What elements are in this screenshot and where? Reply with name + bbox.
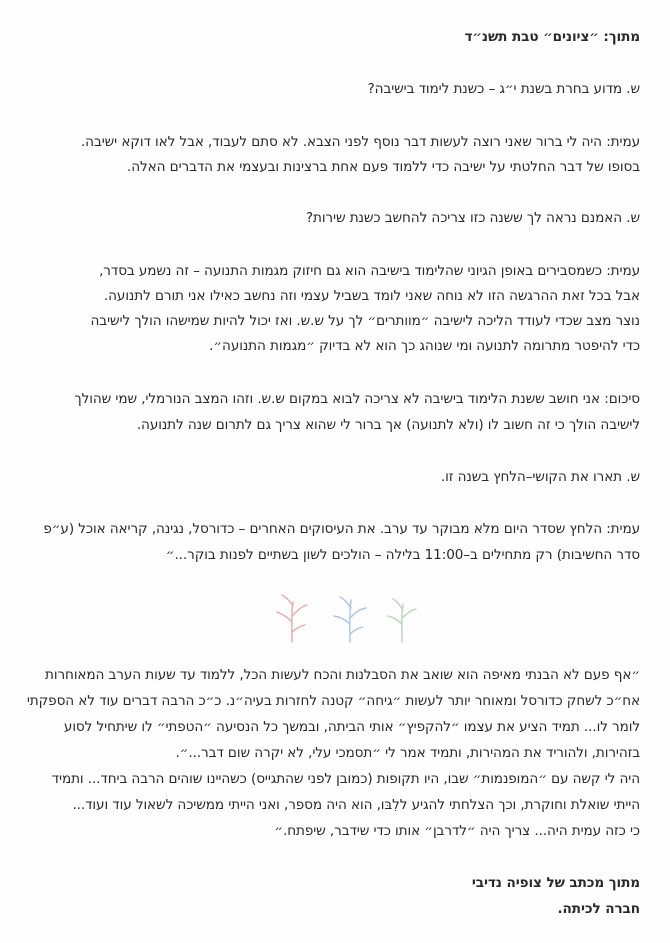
answer-2-line-2: אבל בכל זאת ההרגשה הזו לא נוחה שאני לומד בשביל עצמי וזה נחשב כאילו אני תורם לתנועה. xyxy=(103,288,640,304)
answer-2-line-1: עמית: כשמסבירים באופן הגיוני שהלימוד בישיבה הוא גם חיזוק מגמות התנועה – זה נשמע בסדר, xyxy=(99,263,640,279)
answer-2-line-3: נוצר מצב שכדי לעודד הליכה לישיבה ״מוותרים״ לך על ש.ש. ואז יכול להיות שמישהו הולך לישיבה xyxy=(90,313,640,329)
summary-line-1: סיכום: אני חושב ששנת הלימוד בישיבה לא צריכה לבוא במקום ש.ש. וזהו המצב הנורמלי, שמי שהולך xyxy=(74,391,640,407)
sprig-blue xyxy=(334,597,366,642)
question-2: ש. האמנם נראה לך ששנה כזו צריכה להחשב כשנת שירות? xyxy=(305,210,640,226)
decorative-sprigs-illustration xyxy=(262,588,422,644)
letter-line-1: ״אף פעם לא הבנתי מאיפה הוא שואב את הסבלנות והכח לעשות הכל, ללמוד עד שעות הערב המאוחרות xyxy=(45,667,640,683)
answer-3-line-1: עמית: הלחץ שסדר היום מלא מבוקר עד ערב. את העיסוקים האחרים – כדורסל, נגינה, קריאה אוכל (ע״פ xyxy=(43,521,640,537)
question-1: ש. מדוע בחרת בשנת י״ג – כשנת לימוד בישיבה? xyxy=(367,81,640,97)
answer-2-line-4: כדי להיפטר מתרומה לתנועה ומי שנוהג כך הוא לא בדיוק ״מגמות התנועה״. xyxy=(209,338,640,354)
letter-line-5: היה לי קשה עם ״המופנמות״ שבו, היו תקופות (כמובן לפני שהתגייס) כשהיינו שוהים הרבה ביחד... ותמיד xyxy=(51,771,640,787)
question-3: ש. תארו את הקושי–הלחץ בשנה זו. xyxy=(440,469,640,485)
source-heading: מתוך: ״ציונים״ טבת תשנ״ד xyxy=(464,29,640,45)
sprig-green xyxy=(388,599,416,642)
signature-line-1: מתוך מכתב של צופיה נדיבי xyxy=(471,875,640,891)
signature-line-2: חברה לכיתה. xyxy=(557,901,640,917)
letter-line-6: הייתי שואלת וחוקרת, וכך הצלחתי להגיע ללִבּו, הוא היה מספר, ואני הייתי ממשיכה לשאול עוד ועוד... xyxy=(72,797,640,813)
answer-3-line-2: סדר החשיבות) רק מתחילים ב–11:00 בלילה – הולכים לשון בשתיים לפנות בוקר...״ xyxy=(165,547,640,563)
letter-line-7: כי כזה עמית היה... צריך היה ״לדרבן״ אותו כדי שידבר, שיפתח.״ xyxy=(274,823,640,839)
summary-line-2: לישיבה הולך כי זה חשוב לו (ולא לתנועה) אך ברור לי שהוא צריך גם לתרום שנה לתנועה. xyxy=(136,417,640,433)
letter-line-2: אח״כ לשחק כדורסל ומאוחר יותר לעשות ״גיחה״ קטנה לחזרות בעיה״נ. כ״כ הרבה דברים עוד לא הספקתי xyxy=(26,693,640,709)
letter-line-4: בזהירות, ולהוריד את המהירות, ותמיד אמר לי ״תסמכי עלי, לא יקרה שום דבר...״. xyxy=(175,745,640,761)
answer-1-line-1: עמית: היה לי ברור שאני רוצה לעשות דבר נוסף לפני הצבא. לא סתם לעבוד, אבל לאו דוקא ישיבה. xyxy=(80,134,640,150)
answer-1-line-2: בסופו של דבר החלטתי על ישיבה כדי ללמוד פעם אחת ברצינות ובעצמי את הדברים האלה. xyxy=(127,159,640,175)
sprig-red xyxy=(277,595,307,642)
letter-line-3: לומר לו... תמיד הציע את עצמו ״להקפיץ״ אותי הביתה, ובמשך כל הנסיעה ״הטפתי״ לו שיתחיל לסוע xyxy=(63,719,640,735)
